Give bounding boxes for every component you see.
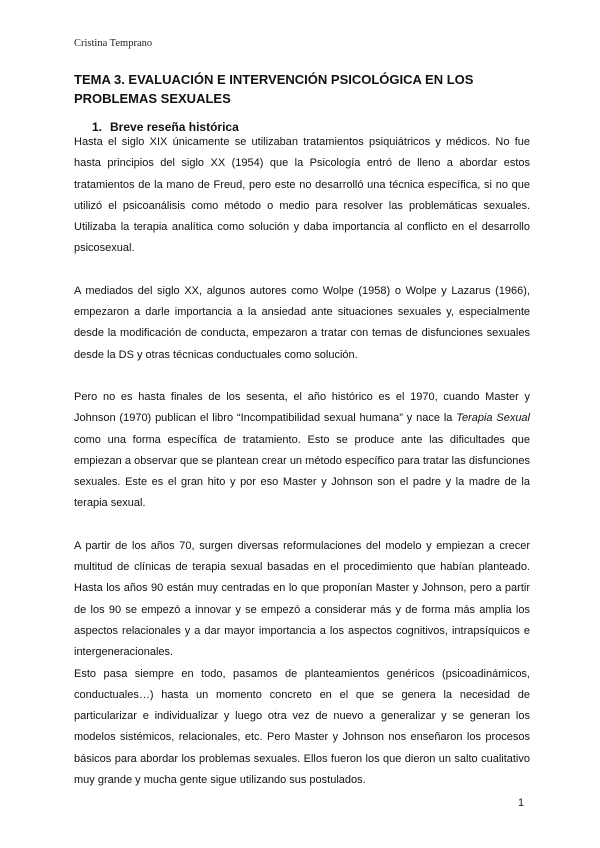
page-number: 1 <box>518 797 525 809</box>
paragraph-3-text-start: Pero no es hasta finales de los sesenta, el año histórico es el 1970, cuando Master y Johnson (1970) publican el libro “Incompatibilidad sexual humana” y nace la <box>74 390 530 425</box>
paragraph-5: Esto pasa siempre en todo, pasamos de planteamientos genéricos (psicoadinámicos, conductuales…) hasta un momento concreto en el que se genera la necesidad de particularizar e individualizar y luego otra vez de nuevo a generalizar y se generan los modelos sistémicos, relacionales, etc. Pero Master y Johnson nos enseñaron los procesos básicos para abordar los problemas sexuales. Ellos fueron los que dieron un salto cualitativo muy grande y mucha gente sigue utilizando sus postulados. <box>74 667 530 787</box>
section-number: 1. <box>92 120 103 134</box>
paragraph-4: A partir de los años 70, surgen diversas reformulaciones del modelo y empiezan a crecer multitud de clínicas de terapia sexual basadas en el procedimiento que habían planteado. Hasta los años 90 están muy centradas en lo que proponían Master y Johnson, pero a partir de los 90 se empezó a innovar y se empezó a considerar más y de forma más amplia los aspectos relacionales y a dar mayor importancia a los aspectos cognitivos, intrapsíquicos e intergeneracionales. <box>74 539 530 659</box>
section-title: Breve reseña histórica <box>110 120 239 134</box>
document-body <box>74 132 530 791</box>
paragraph-1: Hasta el siglo XIX únicamente se utilizaban tratamientos psiquiátricos y médicos. No fue hasta principios del siglo XX (1954) que la Psicología entró de lleno a abordar estos tratamientos de la mano de Freud, pero este no desarrolló una técnica específica, si no que utilizó el psicoanálisis como método o medio para resolver las problemáticas sexuales. Utilizaba la terapia analítica como solución y daba importancia al conflicto en el desarrollo psicosexual. <box>74 136 530 255</box>
document-title: TEMA 3. EVALUACIÓN E INTERVENCIÓN PSICOLÓGICA EN LOS PROBLEMAS SEXUALES <box>74 72 474 106</box>
paragraph-3-italic-term: Terapia Sexual <box>456 412 530 425</box>
header-author: Cristina Temprano <box>74 38 153 49</box>
paragraph-2: A mediados del siglo XX, algunos autores como Wolpe (1958) o Wolpe y Lazarus (1966), empezaron a darle importancia a la ansiedad ante situaciones sexuales y, especialmente desde la modificación de conducta, empezaron a tratar con temas de disfunciones sexuales desde la DS y otras técnicas conductuales como solución. <box>74 284 530 361</box>
paragraph-3-text-end: como una forma específica de tratamiento. Esto se produce ante las dificultades que empiezan a observar que se plantean crear un método específico para tratar las disfunciones sexuales. Este es el gran hito y por eso Master y Johnson son el padre y la madre de la terapia sexual. <box>74 433 530 510</box>
paragraph-3 <box>74 387 530 515</box>
